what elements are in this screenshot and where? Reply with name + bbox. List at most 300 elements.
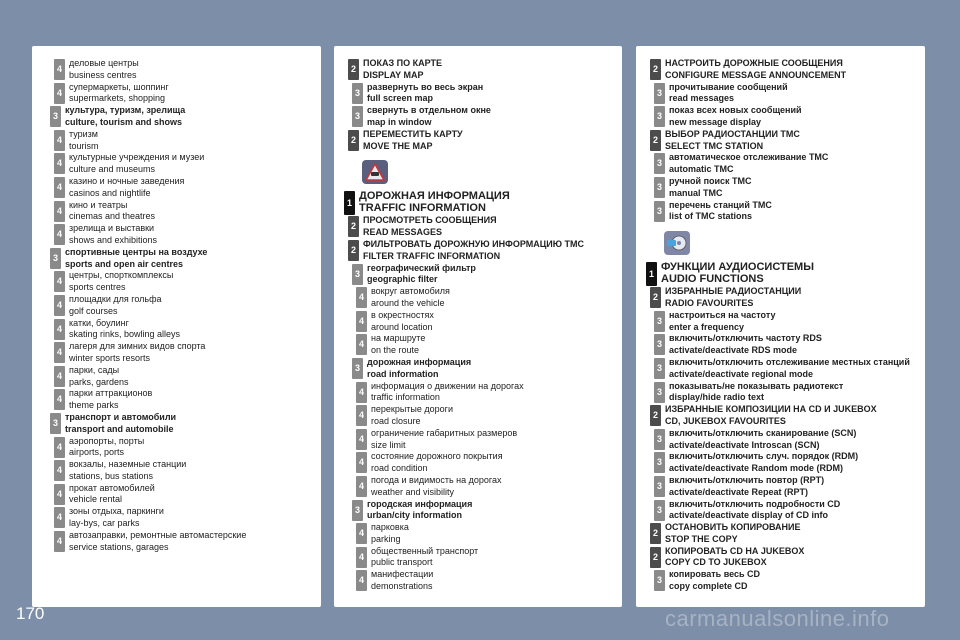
entry-label-ru: автоматическое отслеживание TMC [669,152,829,163]
entry-text [665,475,824,499]
entry-label-ru: деловые центры [69,58,139,68]
level-badge: 4 [356,334,367,355]
entry-label-en: activate/deactivate Repeat (RPT) [669,486,809,497]
level-badge: 4 [356,452,367,473]
level-badge: 3 [654,358,665,379]
entry-text [665,82,788,106]
menu-entry-level-3 [654,152,925,176]
entry-label-en: RADIO FAVOURITES [665,297,754,308]
entry-label-ru: НАСТРОИТЬ ДОРОЖНЫЕ СООБЩЕНИЯ [665,58,843,68]
level-badge: 1 [646,262,657,286]
entry-label-en: service stations, garages [69,541,169,552]
level-badge: 2 [348,216,359,237]
entry-label-en: display/hide radio text [669,392,765,403]
level-badge: 3 [50,248,61,269]
entry-label-ru: ПОКАЗ ПО КАРТЕ [363,58,442,68]
level-badge: 3 [654,452,665,473]
entry-label-en: DISPLAY MAP [363,69,424,80]
entry-label-ru: зрелища и выставки [69,223,155,234]
entry-label-ru: ПРОСМОТРЕТЬ СООБЩЕНИЯ [363,215,497,226]
menu-entry-level-2 [650,404,925,428]
menu-entry-level-4 [54,152,321,176]
entry-text [665,310,775,334]
entry-label-ru: супермаркеты, шоппинг [69,81,169,92]
level-badge: 4 [54,342,65,363]
level-badge: 3 [352,358,363,379]
menu-entry-level-3 [654,357,925,381]
menu-entry-level-4 [356,333,622,357]
entry-label-ru: парковка [371,522,409,533]
menu-entry-level-3 [654,499,925,523]
menu-entry-level-4 [356,381,622,405]
level-badge: 3 [654,476,665,497]
entry-text [65,459,186,483]
menu-entry-level-4 [54,58,321,82]
entry-label-ru: включить/отключить повтор (RPT) [669,474,825,485]
level-badge: 4 [54,507,65,528]
level-badge: 4 [54,460,65,481]
menu-entry-level-3 [352,357,622,381]
entry-label-ru: спортивные центры на воздухе [65,246,208,257]
entry-label-ru: аэропорты, порты [69,435,145,446]
menu-column-1 [32,46,321,607]
entry-label-ru: КОПИРОВАТЬ CD НА JUKEBOX [665,545,805,556]
entry-label-en: activate/deactivate regional mode [669,368,814,379]
entry-text [65,483,155,507]
level-badge: 4 [54,437,65,458]
entry-label-en: STOP THE COPY [665,533,738,544]
entry-text [363,82,483,106]
level-badge: 4 [54,83,65,104]
entry-label-en: transport and automobile [65,423,174,434]
entry-label-ru: ИЗБРАННЫЕ КОМПОЗИЦИИ НА CD И JUKEBOX [665,404,877,415]
menu-entry-level-3 [352,105,622,129]
entry-label-ru: общественный транспорт [371,545,479,556]
entry-label-en: CD, JUKEBOX FAVOURITES [665,415,786,426]
level-badge: 2 [650,547,661,568]
level-badge: 4 [356,523,367,544]
menu-entry-level-4 [54,341,321,365]
level-badge: 2 [348,59,359,80]
entry-text [661,522,800,546]
entry-text [367,428,517,452]
level-badge: 3 [654,334,665,355]
entry-text [665,333,822,357]
entry-label-ru: свернуть в отдельном окне [367,105,491,116]
entry-label-en: list of TMC stations [669,211,752,222]
entry-label-en: culture, tourism and shows [65,116,183,127]
level-badge: 3 [352,500,363,521]
entry-text [367,569,433,593]
entry-text [355,190,510,214]
menu-list-1 [32,58,321,553]
menu-entry-level-3 [654,428,925,452]
entry-label-ru: включить/отключить сканирование (SCN) [669,427,857,438]
entry-text [367,310,434,334]
entry-label-en: CONFIGURE MESSAGE ANNOUNCEMENT [665,69,847,80]
entry-text [367,286,450,310]
page-number: 170 [16,604,45,623]
entry-text [359,129,463,153]
entry-label-en: sports and open air centres [65,258,184,269]
entry-label-ru: погода и видимость на дорогах [371,474,502,485]
entry-label-ru: ДОРОЖНАЯ ИНФОРМАЦИЯ [359,190,510,203]
entry-text [661,58,846,82]
level-badge: 4 [54,531,65,552]
entry-label-ru: информация о движении на дорогах [371,380,524,391]
entry-text [363,499,472,523]
level-badge: 2 [650,59,661,80]
entry-text [367,404,453,428]
entry-text [65,176,184,200]
entry-label-en: activate/deactivate Random mode (RDM) [669,463,844,474]
menu-entry-level-4 [54,530,321,554]
entry-text [65,152,204,176]
entry-text [665,569,760,593]
entry-label-ru: культурные учреждения и музеи [69,152,205,163]
level-badge: 4 [356,429,367,450]
menu-entry-level-2 [650,58,925,82]
entry-label-ru: в окрестностях [371,309,434,320]
traffic-warning-triangle-icon [362,160,388,184]
menu-entry-level-3 [654,105,925,129]
entry-label-ru: ручной поиск TMC [669,175,752,186]
menu-entry-level-1 [646,261,925,286]
entry-label-ru: ВЫБОР РАДИОСТАНЦИИ TMC [665,128,800,139]
menu-entry-level-4 [54,483,321,507]
level-badge: 4 [54,271,65,292]
entry-text [367,333,425,357]
menu-column-2 [334,46,622,607]
level-badge: 3 [654,153,665,174]
menu-entry-level-3 [654,82,925,106]
entry-text [657,261,814,285]
menu-entry-level-2 [650,546,925,570]
entry-label-ru: ПЕРЕМЕСТИТЬ КАРТУ [363,128,463,139]
entry-text [363,105,491,129]
level-badge: 4 [54,389,65,410]
entry-label-ru: включить/отключить случ. порядок (RDM) [669,451,859,462]
menu-entry-level-2 [348,239,622,263]
entry-text [665,105,802,129]
entry-text [65,58,139,82]
menu-entry-level-4 [356,451,622,475]
entry-label-en: shows and exhibitions [69,234,158,245]
entry-text [661,286,801,310]
entry-label-en: demonstrations [371,581,433,592]
entry-text [65,200,155,224]
entry-label-ru: парки аттракционов [69,388,153,399]
entry-text [661,129,800,153]
menu-entry-level-3 [352,82,622,106]
menu-entry-level-4 [356,546,622,570]
entry-text [65,388,152,412]
level-badge: 4 [356,570,367,591]
entry-label-ru: городская информация [367,498,473,509]
level-badge: 3 [654,177,665,198]
entry-label-en: casinos and nightlife [69,187,151,198]
level-badge: 4 [54,366,65,387]
menu-entry-level-3 [50,105,321,129]
level-badge: 4 [54,295,65,316]
entry-text [367,475,501,499]
entry-label-en: TRAFFIC INFORMATION [359,202,486,215]
level-badge: 3 [50,413,61,434]
level-badge: 4 [54,484,65,505]
menu-entry-level-4 [54,270,321,294]
level-badge: 3 [50,106,61,127]
menu-entry-level-4 [54,365,321,389]
entry-text [65,506,164,530]
entry-label-ru: включить/отключить частоту RDS [669,333,822,344]
menu-entry-level-3 [654,475,925,499]
entry-text [65,294,161,318]
menu-entry-level-1 [344,190,622,215]
entry-label-en: lay-bys, car parks [69,518,140,529]
entry-label-ru: ИЗБРАННЫЕ РАДИОСТАНЦИИ [665,286,802,297]
level-badge: 2 [650,405,661,426]
menu-entry-level-4 [54,459,321,483]
audio-cd-radio-icon [664,231,690,255]
entry-text [61,247,207,271]
menu-entry-level-4 [356,475,622,499]
entry-label-en: on the route [371,345,420,356]
entry-label-en: winter sports resorts [69,352,151,363]
entry-label-en: road information [367,368,439,379]
menu-entry-level-2 [650,129,925,153]
menu-entry-level-4 [54,436,321,460]
entry-label-en: public transport [371,557,433,568]
entry-label-ru: манифестации [371,569,434,580]
menu-entry-level-2 [348,129,622,153]
entry-label-ru: ФИЛЬТРОВАТЬ ДОРОЖНУЮ ИНФОРМАЦИЮ TMC [363,238,585,249]
entry-label-en: around the vehicle [371,297,445,308]
entry-label-ru: автозаправки, ремонтные автомастерские [69,529,247,540]
entry-label-en: weather and visibility [371,486,455,497]
entry-label-en: golf courses [69,305,118,316]
menu-entry-level-3 [654,176,925,200]
menu-entry-level-4 [356,522,622,546]
entry-label-ru: показывать/не показывать радиотекст [669,380,844,391]
entry-label-en: MOVE THE MAP [363,140,433,151]
entry-label-ru: включить/отключить подробности CD [669,498,841,509]
entry-label-ru: кино и театры [69,199,128,210]
entry-label-en: urban/city information [367,510,463,521]
level-badge: 3 [654,570,665,591]
entry-text [65,341,205,365]
menu-entry-level-2 [348,215,622,239]
entry-text [65,365,129,389]
level-badge: 3 [654,83,665,104]
menu-entry-level-3 [654,451,925,475]
entry-label-ru: зоны отдыха, паркинги [69,506,164,517]
entry-label-en: READ MESSAGES [363,227,443,238]
menu-entry-level-3 [352,499,622,523]
entry-label-en: FILTER TRAFFIC INFORMATION [363,250,501,261]
menu-entry-level-4 [356,569,622,593]
entry-label-ru: ОСТАНОВИТЬ КОПИРОВАНИЕ [665,522,801,533]
entry-label-en: road closure [371,415,421,426]
entry-label-en: read messages [669,93,735,104]
entry-text [65,318,180,342]
entry-label-en: tourism [69,140,99,151]
menu-entry-level-4 [356,286,622,310]
entry-text [359,239,584,263]
level-badge: 4 [54,177,65,198]
entry-text [65,223,157,247]
entry-label-en: copy complete CD [669,581,748,592]
entry-label-en: activate/deactivate Introscan (SCN) [669,439,820,450]
entry-label-en: parks, gardens [69,376,129,387]
entry-label-en: parking [371,533,401,544]
entry-label-en: theme parks [69,400,119,411]
menu-entry-level-4 [54,129,321,153]
menu-entry-level-4 [54,318,321,342]
entry-label-en: SELECT TMC STATION [665,140,764,151]
entry-label-ru: включить/отключить отслеживание местных станций [669,356,910,367]
entry-label-en: automatic TMC [669,164,734,175]
entry-text [359,58,442,82]
menu-list-3 [636,58,925,593]
entry-text [65,436,144,460]
entry-label-en: COPY CD TO JUKEBOX [665,557,767,568]
menu-entry-level-3 [654,310,925,334]
level-badge: 2 [650,523,661,544]
level-badge: 3 [654,429,665,450]
entry-label-en: road condition [371,463,428,474]
menu-entry-level-4 [356,428,622,452]
level-badge: 3 [654,106,665,127]
menu-entry-level-3 [352,263,622,287]
watermark: carmanualsonline.info [665,606,890,631]
entry-label-en: supermarkets, shopping [69,93,166,104]
entry-text [363,263,476,287]
menu-column-3 [636,46,925,607]
entry-text [65,82,169,106]
entry-label-ru: культура, туризм, зрелища [65,105,186,116]
menu-entry-level-4 [54,388,321,412]
entry-label-ru: лагеря для зимних видов спорта [69,341,206,352]
menu-entry-level-4 [54,223,321,247]
entry-label-en: geographic filter [367,274,438,285]
entry-label-ru: катки, боулинг [69,317,129,328]
entry-label-ru: настроиться на частоту [669,309,776,320]
entry-text [65,270,173,294]
menu-entry-level-3 [50,412,321,436]
level-badge: 4 [54,201,65,222]
entry-label-en: size limit [371,439,406,450]
level-badge: 3 [352,264,363,285]
menu-entry-level-4 [54,506,321,530]
level-badge: 3 [352,83,363,104]
level-badge: 4 [54,153,65,174]
entry-label-en: new message display [669,116,762,127]
entry-label-ru: состояние дорожного покрытия [371,451,503,462]
entry-text [61,105,185,129]
level-badge: 3 [654,500,665,521]
menu-entry-level-3 [50,247,321,271]
level-badge: 4 [54,319,65,340]
entry-text [65,129,99,153]
entry-text [367,522,409,546]
entry-text [661,404,877,428]
entry-label-en: stations, bus stations [69,470,154,481]
entry-label-ru: ФУНКЦИИ АУДИОСИСТЕМЫ [661,261,814,274]
menu-entry-level-2 [348,58,622,82]
entry-label-en: manual TMC [669,187,723,198]
menu-entry-level-2 [650,522,925,546]
level-badge: 3 [654,311,665,332]
entry-text [367,381,524,405]
entry-label-en: map in window [367,116,432,127]
level-badge: 3 [654,382,665,403]
entry-text [665,176,752,200]
level-badge: 4 [356,476,367,497]
entry-text [665,428,856,452]
entry-label-ru: перечень станций TMC [669,199,772,210]
entry-text [61,412,176,436]
entry-label-en: vehicle rental [69,494,123,505]
entry-text [665,200,772,224]
entry-text [665,152,828,176]
entry-label-ru: показ всех новых сообщений [669,105,802,116]
menu-entry-level-4 [54,200,321,224]
entry-text [665,451,858,475]
menu-entry-level-4 [54,294,321,318]
menu-entry-level-4 [54,82,321,106]
entry-label-en: traffic information [371,392,440,403]
entry-label-ru: на маршруте [371,333,426,344]
entry-text [665,357,910,381]
menu-entry-level-3 [654,381,925,405]
level-badge: 4 [356,311,367,332]
entry-label-ru: дорожная информация [367,356,472,367]
menu-entry-level-3 [654,200,925,224]
entry-label-en: activate/deactivate RDS mode [669,345,798,356]
entry-label-en: cinemas and theatres [69,211,156,222]
level-badge: 2 [650,130,661,151]
entry-label-en: sports centres [69,282,126,293]
entry-text [367,451,503,475]
entry-label-ru: вокруг автомобиля [371,286,450,297]
entry-label-ru: прочитывание сообщений [669,81,788,92]
level-badge: 4 [54,224,65,245]
menu-entry-level-3 [654,569,925,593]
level-badge: 4 [54,59,65,80]
menu-list-2 [334,58,622,593]
level-badge: 1 [344,191,355,215]
entry-label-ru: центры, спорткомплексы [69,270,174,281]
level-badge: 2 [348,130,359,151]
entry-label-en: enter a frequency [669,321,745,332]
entry-label-ru: перекрытые дороги [371,404,453,415]
entry-label-ru: казино и ночные заведения [69,175,185,186]
entry-text [363,357,471,381]
level-badge: 3 [352,106,363,127]
entry-label-ru: копировать весь CD [669,569,761,580]
entry-label-ru: прокат автомобилей [69,482,155,493]
entry-label-ru: площадки для гольфа [69,293,162,304]
entry-label-ru: географический фильтр [367,262,476,273]
menu-entry-level-4 [54,176,321,200]
entry-label-en: airports, ports [69,447,125,458]
entry-text [367,546,478,570]
entry-label-ru: ограничение габаритных размеров [371,427,518,438]
entry-label-ru: вокзалы, наземные станции [69,459,187,470]
entry-label-ru: транспорт и автомобили [65,411,177,422]
level-badge: 2 [650,287,661,308]
entry-label-ru: парки, сады [69,364,120,375]
